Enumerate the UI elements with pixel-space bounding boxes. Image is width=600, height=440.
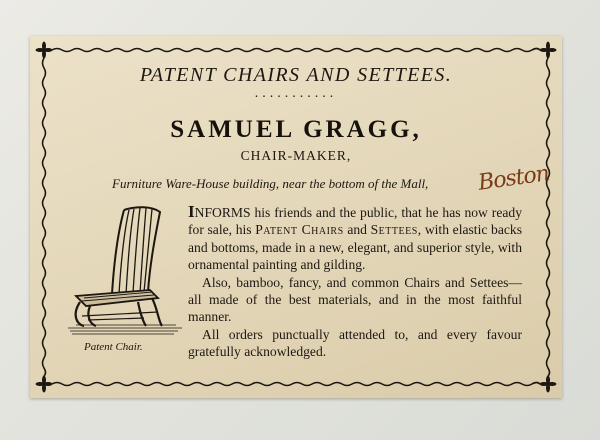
card-body-text — [188, 203, 522, 361]
drop-cap: I — [188, 202, 195, 221]
patent-chair-illustration — [66, 202, 186, 338]
p1-settees: Settees — [370, 222, 418, 238]
chair-caption: Patent Chair. — [84, 341, 143, 353]
maker-name: SAMUEL GRAGG, — [170, 116, 422, 143]
trade-card — [30, 36, 562, 398]
p1-text-a: NFORMS his friends and the public, that he has now ready for sale, his — [188, 205, 522, 238]
p1-text-b: and — [343, 222, 371, 238]
shop-address: Furniture Ware-House building, near the bottom of the Mall, — [112, 176, 429, 191]
handwritten-city: Boston — [476, 161, 551, 196]
maker-trade: CHAIR-MAKER, — [240, 148, 352, 163]
paragraph-2: Also, bamboo, fancy, and common Chairs and Settees—all made of the best materials, and in the most faithful manner. — [188, 274, 522, 325]
paragraph-3: All orders punctually attended to, and every favour gratefully acknowledged. — [188, 326, 522, 360]
p1-patent-chairs: Patent Chairs — [255, 222, 344, 238]
card-header: PATENT CHAIRS AND SETTEES. — [139, 64, 453, 86]
paragraph-1 — [188, 203, 522, 274]
dotted-separator: ........... — [254, 86, 338, 101]
p1-text-c: , with elastic backs and bottoms, made in a new, elegant, and superior style, with ornamental painting and gilding. — [188, 222, 522, 273]
